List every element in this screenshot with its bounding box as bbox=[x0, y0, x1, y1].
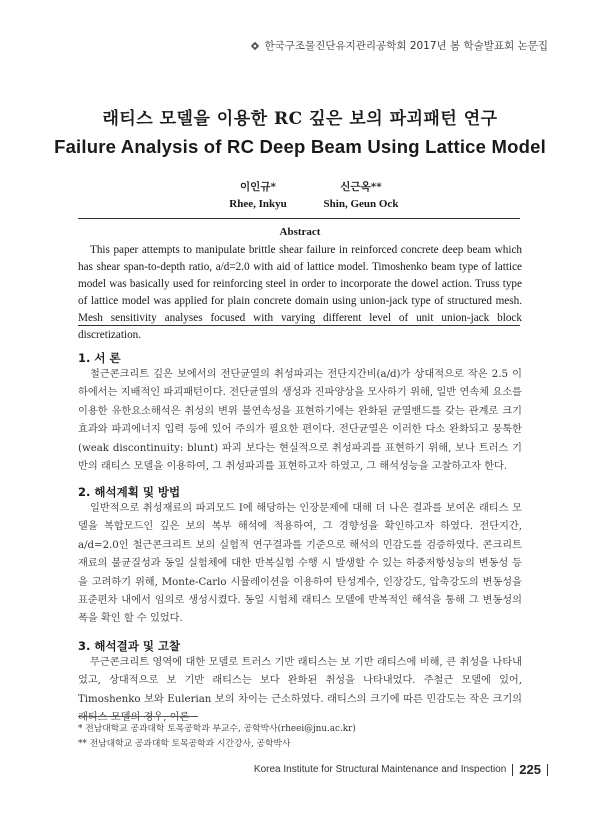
author-2 bbox=[306, 179, 416, 210]
footnote-rule bbox=[78, 716, 198, 717]
section-heading-method: 2. 해석계획 및 방법 bbox=[78, 485, 181, 499]
paper-title-english: Failure Analysis of RC Deep Beam Using Lattice Model bbox=[54, 136, 546, 157]
paragraph: 무근콘크리트 영역에 대한 모델로 트러스 기반 래티스는 보 기반 래티스에 비해, 큰 취성을 나타내었고, 상대적으로 보 기반 래티스는 보다 완화된 취성을 나타내었다. 주철근 모델에 있어, Timoshenko 보와 Eulerian 보의 차이는 근소하였다. 래티스의 크기에 따른 민감도는 작은 크기의 래티스 모델의 경우, 이론 bbox=[78, 657, 522, 724]
author-1 bbox=[218, 179, 298, 210]
author-name-korean: 이인규* bbox=[240, 181, 276, 193]
author-name-english: Shin, Geun Ock bbox=[323, 198, 399, 210]
running-header bbox=[250, 38, 548, 53]
footer-divider bbox=[547, 764, 548, 776]
author-name-korean: 신근옥** bbox=[340, 181, 382, 193]
abstract-body: This paper attempts to manipulate brittle shear failure in reinforced concrete deep beam which has shear span-to-depth ratio, a/d=2.0 with aid of lattice model. Timoshenko beam type of lattice model was basically used for reinforcing steel in order to incorporate the dowel action. Truss type of lattice model was applied for plain concrete domain using union-jack type of structured mesh. Mesh sensitivity analyses focused with varying different level of unit union-jack block discretization. bbox=[78, 244, 522, 341]
paragraph: 철근콘크리트 깊은 보에서의 전단균열의 취성파괴는 전단지간비(a/d)가 상대적으로 작은 2.5 이하에서는 지배적인 파괴패턴이다. 전단균열의 생성과 진파양상을 모사하기 위해, 일반 연속체 요소를 이용한 유한요소해석은 취성의 변위 불연속성을 표현하기에는 완화된 균열밴드를 갖는 관계로 크기효과와 파괴에너지 입력 등에 있어 주의가 필요한 편이다. 전단균열은 이러한 다소 완화되고 뭉툭한(weak discontinuity: blunt) 파괴 보다는 현실적으로 취성파괴를 표현하기 위해, 보나 트러스 기반의 래티스 모델을 이용하여, 그 취성파괴를 표현하고자 하였고, 그 해석성능을 고찰하고자 한다. bbox=[78, 369, 522, 473]
footnote-author-1: * 전남대학교 공과대학 토목공학과 부교수, 공학박사(rheei@jnu.ac.kr) bbox=[78, 724, 356, 734]
footer-divider bbox=[512, 764, 513, 776]
section-body-introduction bbox=[78, 366, 522, 476]
abstract-text bbox=[78, 242, 522, 344]
abstract-heading: Abstract bbox=[279, 226, 321, 238]
section-heading-results: 3. 해석결과 및 고찰 bbox=[78, 639, 181, 653]
paper-title-korean: 래티스 모델을 이용한 RC 깊은 보의 파괴패턴 연구 bbox=[102, 109, 498, 129]
paragraph: 일반적으로 취성재료의 파괴모드 I에 해당하는 인장문제에 대해 더 나은 결과를 보여온 래티스 모델을 복합모드인 깊은 보의 복부 해석에 적용하여, 그 경향성을 확인하고자 하였다. 전단지간, a/d=2.0인 철근콘크리트 보의 실험적 연구결과를 기준으로 해석의 민감도를 검증하였다. 콘크리트 재료의 불균질성과 동일 실험체에 대한 반복실험 수행 시 발생할 수 있는 하중저항성능의 변동성 등을 고려하기 위해, Monte-Carlo 시뮬레이션을 이용하여 탄성계수, 인장강도, 압축강도의 변동성을 표준편차 내에서 임의로 생성시켰다. 동일 시험체 래티스 모델에 반복적인 해석을 통해 그 변동성의 폭을 확인 할 수 있었다. bbox=[78, 503, 522, 625]
diamond-logo-icon bbox=[250, 41, 260, 51]
footnote-author-2: ** 전남대학교 공과대학 토목공학과 시간강사, 공학박사 bbox=[78, 739, 291, 749]
abstract-top-rule bbox=[78, 218, 520, 219]
page-footer bbox=[254, 762, 548, 777]
author-name-english: Rhee, Inkyu bbox=[229, 198, 287, 210]
running-title: 한국구조물진단유지관리공학회 2017년 봄 학술발표회 논문집 bbox=[264, 40, 548, 52]
footer-institute: Korea Institute for Structural Maintenance and Inspection bbox=[253, 764, 507, 775]
section-heading-introduction: 1. 서 론 bbox=[78, 351, 121, 365]
page-number: 225 bbox=[519, 762, 541, 777]
section-body-method bbox=[78, 500, 522, 629]
abstract-bottom-rule bbox=[78, 325, 520, 326]
